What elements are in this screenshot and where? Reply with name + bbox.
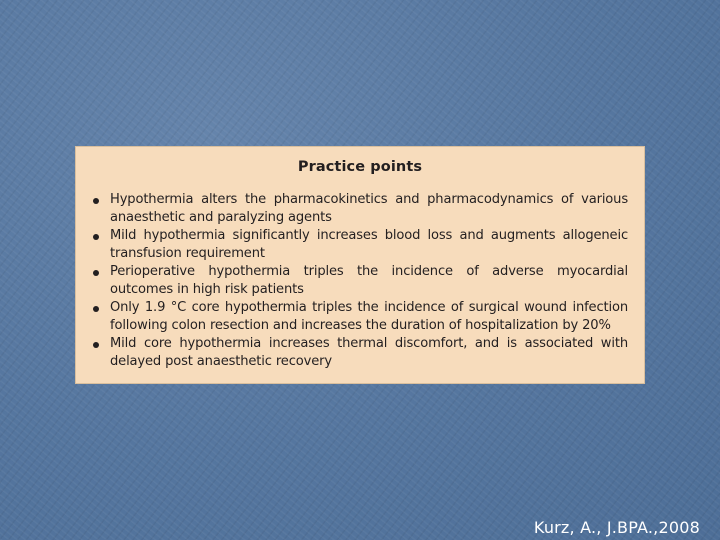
- practice-point-text: Hypothermia alters the pharmacokinetics and pharmacodynamics of various anaesthetic and paralyzing agents: [110, 192, 628, 225]
- practice-point: [92, 335, 628, 371]
- bullet-icon: [93, 234, 99, 240]
- practice-points-box: [75, 146, 645, 384]
- practice-points-list: [92, 191, 628, 371]
- practice-point-text: Only 1.9 °C core hypothermia triples the incidence of surgical wound infection following colon resection and increases the duration of hospitalization by 20%: [110, 300, 628, 333]
- bullet-icon: [93, 270, 99, 276]
- practice-point-text: Mild hypothermia significantly increases blood loss and augments allogeneic transfusion requirement: [110, 228, 628, 261]
- practice-point: [92, 263, 628, 299]
- practice-point-text: Perioperative hypothermia triples the incidence of adverse myocardial outcomes in high risk patients: [110, 264, 628, 297]
- practice-point: [92, 227, 628, 263]
- bullet-icon: [93, 306, 99, 312]
- practice-point: [92, 191, 628, 227]
- practice-point: [92, 299, 628, 335]
- bullet-icon: [93, 198, 99, 204]
- bullet-icon: [93, 342, 99, 348]
- box-title: Practice points: [297, 159, 423, 175]
- citation: Kurz, A., J.BPA.,2008: [533, 518, 700, 537]
- practice-point-text: Mild core hypothermia increases thermal discomfort, and is associated with delayed post anaesthetic recovery: [110, 336, 628, 369]
